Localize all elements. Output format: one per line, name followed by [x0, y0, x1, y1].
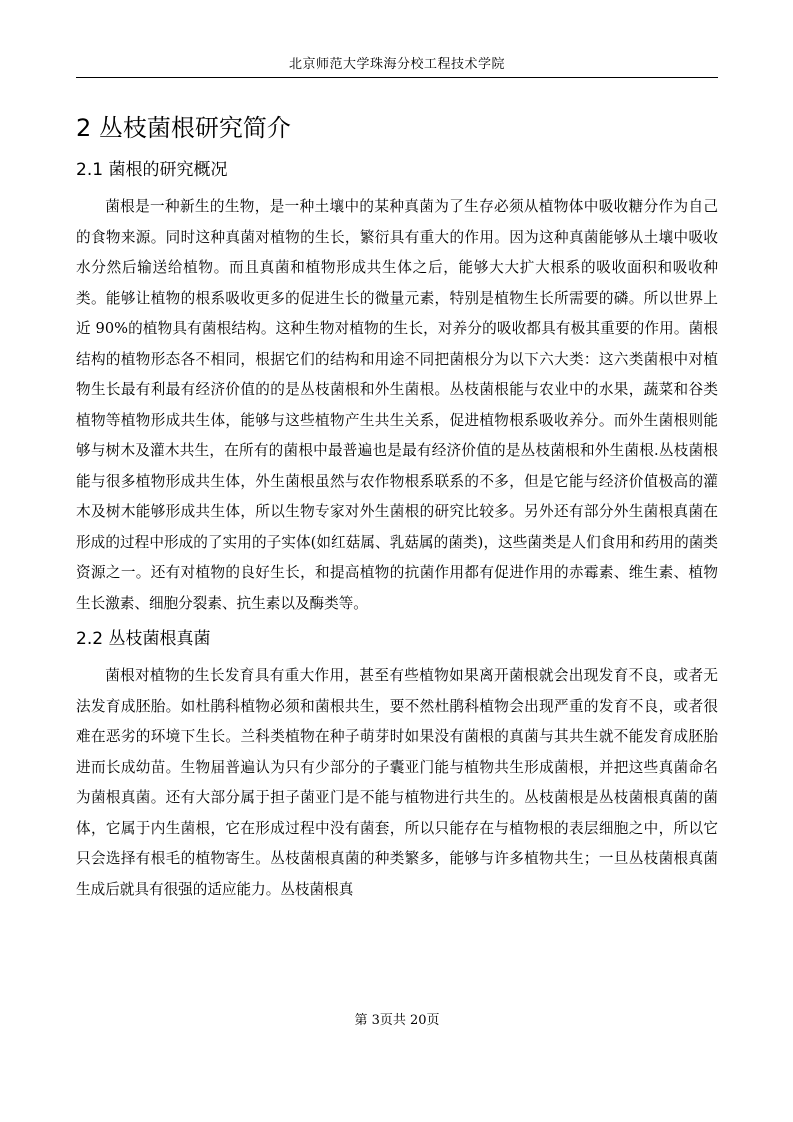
page-footer: 第 3页共 20页 [354, 1013, 440, 1028]
section-2-1-paragraph: 菌根是一种新生的生物，是一种土壤中的某种真菌为了生存必须从植物体中吸收糖分作为自己的食物来源。同时这种真菌对植物的生长，繁衍具有重大的作用。因为这种真菌能够从土壤中吸收水分然后输送给植物。而且真菌和植物形成共生体之后，能够大大扩大根系的吸收面积和吸收种类。能够让植物的根系吸收更多的促进生长的微量元素，特别是植物生长所需要的磷。所以世界上近 90%的植物具有菌根结构。这种生物对植物的生长，对养分的吸收都具有极其重要的作用。菌根结构的植物形态各不相同，根据它们的结构和用途不同把菌根分为以下六大类：这六类菌根中对植物生长最有利最有经济价值的的是丛枝菌根和外生菌根。丛枝菌根能与农业中的水果，蔬菜和谷类植物等植物形成共生体，能够与这些植物产生共生关系，促进植物根系吸收养分。而外生菌根则能够与树木及灌木共生，在所有的菌根中最普遍也是最有经济价值的是丛枝菌根和外生菌根.丛枝菌根能与很多植物形成共生体，外生菌根虽然与农作物根系联系的不多，但是它能与经济价值极高的灌木及树木能够形成共生体，所以生物专家对外生菌根的研究比较多。另外还有部分外生菌根真菌在形成的过程中形成的了实用的子实体(如红菇属、乳菇属的菌类)，这些菌类是人们食用和药用的菌类资源之一。还有对植物的良好生长，和提高植物的抗菌作用都有促进作用的赤霉素、维生素、植物生长激素、细胞分裂素、抗生素以及酶类等。 [76, 198, 718, 612]
running-header: 北京师范大学珠海分校工程技术学院 [288, 57, 505, 72]
section-title-2-2: 2.2 丛枝菌根真菌 [76, 629, 211, 649]
page-content [76, 110, 718, 905]
chapter-title: 2 丛枝菌根研究简介 [76, 114, 291, 142]
section-title-2-1: 2.1 菌根的研究概况 [76, 160, 228, 180]
header-rule [76, 77, 718, 78]
section-2-2-paragraph: 菌根对植物的生长发育具有重大作用，甚至有些植物如果离开菌根就会出现发育不良，或者无法发育成胚胎。如杜鹃科植物必须和菌根共生，要不然杜鹃科植物会出现严重的发育不良，或者很难在恶劣的环境下生长。兰科类植物在种子萌芽时如果没有菌根的真菌与其共生就不能发育成胚胎进而长成幼苗。生物届普遍认为只有少部分的子囊亚门能与植物共生形成菌根，并把这些真菌命名为菌根真菌。还有大部分属于担子菌亚门是不能与植物进行共生的。丛枝菌根是丛枝菌根真菌的菌体，它属于内生菌根，它在形成过程中没有菌套，所以只能存在与植物根的表层细胞之中，所以它只会选择有根毛的植物寄生。丛枝菌根真菌的种类繁多，能够与许多植物共生；一旦丛枝菌根真菌生成后就具有很强的适应能力。丛枝菌根真 [76, 667, 718, 898]
